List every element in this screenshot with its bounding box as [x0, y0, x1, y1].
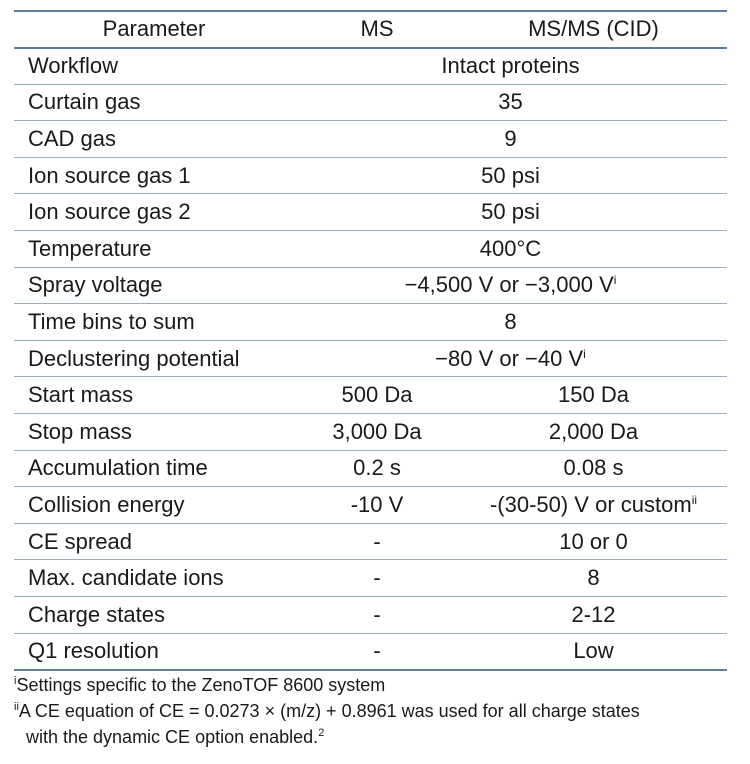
- shared-value-cell: [294, 194, 727, 231]
- ms-value-cell: [294, 414, 460, 451]
- table-row: [14, 194, 727, 231]
- shared-value-cell: [294, 267, 727, 304]
- parameter-name: Stop mass: [28, 418, 132, 444]
- ms-value-cell: [294, 597, 460, 634]
- parameter-name: Ion source gas 2: [28, 199, 191, 225]
- table-row: [14, 304, 727, 341]
- table-row: [14, 487, 727, 524]
- parameter-name: Time bins to sum: [28, 309, 195, 335]
- parameters-table: [14, 10, 727, 671]
- shared-value-cell-text: 50 psi: [481, 162, 540, 188]
- parameter-name: Charge states: [28, 601, 165, 627]
- footnote-2-reference: 2: [318, 727, 325, 739]
- msms-value-cell: [460, 597, 727, 634]
- footnote-1: [14, 672, 734, 698]
- footnote-2-mark: ii: [14, 701, 19, 713]
- ms-value-cell: [294, 450, 460, 487]
- msms-value-cell: [460, 487, 727, 524]
- msms-value-cell: [460, 523, 727, 560]
- ms-value-cell: [294, 560, 460, 597]
- msms-value-cell-text: 150 Da: [558, 382, 629, 408]
- shared-value-cell: [294, 231, 727, 268]
- shared-value-cell-text: 35: [498, 89, 523, 115]
- table-header: [14, 11, 727, 48]
- table-row: [14, 84, 727, 121]
- table-row: [14, 377, 727, 414]
- table-body: [14, 48, 727, 670]
- table-row: [14, 157, 727, 194]
- msms-value-cell: [460, 377, 727, 414]
- table-row: [14, 414, 727, 451]
- ms-value-cell-text: -: [373, 528, 381, 554]
- ms-value-cell-text: 0.2 s: [353, 455, 401, 481]
- footnote-marker: i: [583, 346, 586, 361]
- shared-value-cell-text: −4,500 V or −3,000 V: [404, 272, 614, 298]
- msms-value-cell-text: 2-12: [571, 601, 616, 627]
- header-row: [14, 11, 727, 48]
- msms-value-cell-text: 8: [587, 565, 600, 591]
- table-row: [14, 560, 727, 597]
- msms-value-cell: [460, 560, 727, 597]
- footnote-2: [14, 698, 734, 724]
- shared-value-cell: [294, 157, 727, 194]
- table-row: [14, 633, 727, 670]
- shared-value-cell: [294, 121, 727, 158]
- parameter-name: Declustering potential: [28, 345, 240, 371]
- parameter-name: Accumulation time: [28, 455, 208, 481]
- msms-value-cell: [460, 633, 727, 670]
- footnote-marker: i: [613, 273, 617, 288]
- footnote-2-text-cont: with the dynamic CE option enabled.: [26, 727, 319, 747]
- parameter-name: Collision energy: [28, 492, 185, 518]
- shared-value-cell-text: 8: [504, 309, 517, 335]
- parameter-name: Temperature: [28, 235, 152, 261]
- parameter-name: Ion source gas 1: [28, 162, 191, 188]
- table-row: [14, 340, 727, 377]
- msms-value-cell: [460, 414, 727, 451]
- ms-value-cell: [294, 377, 460, 414]
- header-parameter: Parameter: [102, 16, 206, 42]
- ms-value-cell: [294, 523, 460, 560]
- msms-value-cell-text: -(30-50) V or custom: [489, 492, 692, 518]
- table-row: [14, 121, 727, 158]
- ms-value-cell-text: -10 V: [350, 492, 404, 518]
- ms-value-cell-text: -: [373, 601, 381, 627]
- shared-value-cell-text: −80 V or −40 V: [435, 345, 584, 371]
- msms-value-cell: [460, 450, 727, 487]
- header-msms: MS/MS (CID): [528, 16, 659, 42]
- footnotes: [14, 672, 734, 750]
- parameter-name: Curtain gas: [28, 89, 141, 115]
- shared-value-cell: [294, 304, 727, 341]
- parameter-name: Workflow: [28, 53, 119, 79]
- header-ms: MS: [360, 16, 394, 42]
- table-row: [14, 450, 727, 487]
- footnote-marker: ii: [691, 493, 698, 508]
- shared-value-cell: [294, 84, 727, 121]
- parameter-name: Start mass: [28, 382, 134, 408]
- footnote-2-text: A CE equation of CE = 0.0273 × (m/z) + 0.8961 was used for all charge states: [18, 701, 640, 721]
- footnote-2-continued: [14, 724, 734, 750]
- parameter-name: Max. candidate ions: [28, 565, 224, 591]
- ms-value-cell-text: -: [373, 565, 381, 591]
- ms-value-cell-text: 3,000 Da: [332, 418, 422, 444]
- shared-value-cell: [294, 48, 727, 85]
- shared-value-cell-text: 400°C: [479, 235, 542, 261]
- msms-value-cell-text: Low: [573, 638, 614, 664]
- table-row: [14, 267, 727, 304]
- parameter-name: CE spread: [28, 528, 132, 554]
- shared-value-cell-text: Intact proteins: [441, 53, 580, 79]
- ms-value-cell: [294, 487, 460, 524]
- msms-value-cell-text: 10 or 0: [559, 528, 628, 554]
- footnote-1-mark: i: [14, 675, 17, 687]
- shared-value-cell: [294, 340, 727, 377]
- parameter-name: Q1 resolution: [28, 638, 159, 664]
- table-row: [14, 597, 727, 634]
- ms-value-cell-text: 500 Da: [341, 382, 413, 408]
- msms-value-cell-text: 2,000 Da: [548, 418, 639, 444]
- msms-value-cell-text: 0.08 s: [563, 455, 624, 481]
- ms-value-cell: [294, 633, 460, 670]
- ms-value-cell-text: -: [373, 638, 381, 664]
- table-row: [14, 48, 727, 85]
- parameter-name: CAD gas: [28, 126, 117, 152]
- shared-value-cell-text: 9: [504, 126, 517, 152]
- table-row: [14, 523, 727, 560]
- table-row: [14, 231, 727, 268]
- parameter-name: Spray voltage: [28, 272, 163, 298]
- footnote-1-text: Settings specific to the ZenoTOF 8600 system: [16, 675, 386, 695]
- shared-value-cell-text: 50 psi: [481, 199, 540, 225]
